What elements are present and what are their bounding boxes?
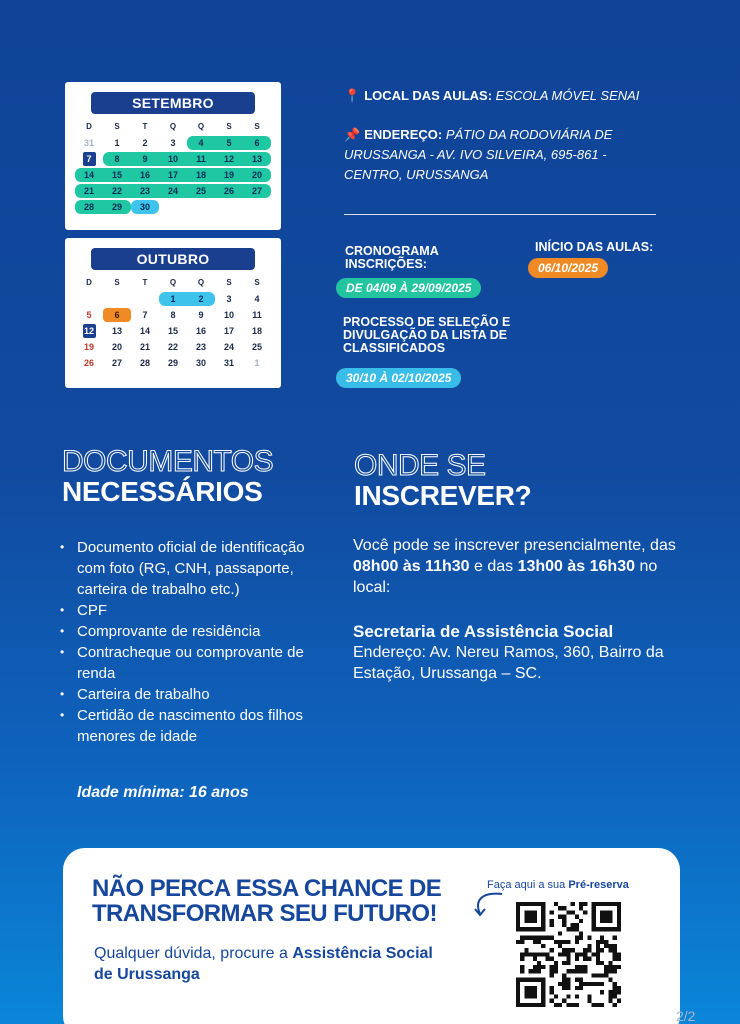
address-value: PÁTIO DA RODOVIÁRIA DE URUSSANGA - AV. IVO SILVEIRA, 695-861 - CENTRO, URUSSANGA [344,127,613,182]
pushpin-icon: 📌 [344,127,361,142]
document-item: • Certidão de nascimento dos filhos menores de idade [60,705,330,747]
qr-code[interactable] [516,902,621,1007]
calendar-day: 8 [170,310,176,320]
doubts-prefix: Qualquer dúvida, procure a [94,945,293,962]
minimum-age: Idade mínima: 16 anos [77,784,249,801]
calendar-day: 2 [142,138,148,148]
calendar-day: 1 [114,138,120,148]
calendar-day: 25 [251,342,262,352]
documents-heading-bold: NECESSÁRIOS [62,476,263,507]
calendar-day: 14 [139,326,150,336]
weekday-header: D [86,122,92,131]
local-line [344,86,664,106]
calendar-month-title: SETEMBRO [91,92,255,114]
registration-title: CRONOGRAMA INSCRIÇÕES: [345,244,439,271]
calendar-day: 8 [103,152,131,166]
calendar-day: 12 [83,326,94,336]
cta-heading: NÃO PERCA ESSA CHANCE DE TRANSFORMAR SEU FUTURO! [92,875,442,927]
calendar-day [243,200,271,214]
documents-list [60,537,330,747]
calendar-day [75,292,103,306]
calendar-day [131,292,159,306]
document-item: • Comprovante de residência [60,621,330,642]
calendar-day: 9 [198,310,204,320]
calendar-day: 18 [187,168,215,182]
doubts-contact: Assistência Social de Urussanga [94,945,433,983]
calendar-day: 13 [243,152,271,166]
calendar-day: 17 [223,326,234,336]
calendar-september [65,82,281,230]
weekday-header: S [226,278,232,287]
where-text: Você pode se inscrever presencialmente, das [353,537,676,554]
calendar-day: 23 [195,342,206,352]
calendar-month-title: OUTUBRO [91,248,255,270]
calendar-day: 10 [223,310,234,320]
calendar-day: 17 [159,168,187,182]
calendar-day: 10 [159,152,187,166]
weekday-header: S [114,278,120,287]
afternoon-hours: 13h00 às 16h30 [517,558,635,575]
calendar-day [187,200,215,214]
calendar-day: 24 [223,342,234,352]
calendar-day [159,200,187,214]
calendar-day: 26 [215,184,243,198]
calendar-day: 22 [103,184,131,198]
where-heading-thin: ONDE SE [354,449,486,482]
calendar-day: 30 [195,358,206,368]
divider [344,214,656,215]
calendar-day: 20 [111,342,122,352]
calendar-day [103,292,131,306]
place-name: Secretaria de Assistência Social [353,622,614,641]
calendar-day: 15 [167,326,178,336]
calendar-day: 11 [252,310,262,320]
calendar-day: 21 [139,342,150,352]
document-item: • CPF [60,600,330,621]
calendar-day: 7 [75,152,103,166]
calendar-day: 28 [75,200,103,214]
calendar-day: 5 [215,136,243,150]
calendar-day: 28 [139,358,150,368]
calendar-day: 24 [159,184,187,198]
where-text: e das [469,558,518,575]
weekday-header: Q [169,278,177,287]
calendar-day: 30 [131,200,159,214]
calendar-day: 21 [75,184,103,198]
prereserva-label: Pré-reserva [568,879,629,891]
calendar-day: 6 [103,308,131,322]
doubts-text [94,943,454,985]
weekday-header: T [142,122,148,131]
weekday-header: Q [197,122,205,131]
calendar-day: 22 [167,342,178,352]
weekday-header: Q [197,278,205,287]
start-title: INÍCIO DAS AULAS: [535,240,654,254]
start-date-badge: 06/10/2025 [528,258,608,278]
calendar-day: 29 [103,200,131,214]
calendar-day: 3 [226,294,232,304]
calendar-day: 4 [254,294,260,304]
calendar-day: 3 [170,138,176,148]
documents-heading-thin: DOCUMENTOS [62,445,274,478]
where-heading-bold: INSCREVER? [354,480,532,511]
registration-dates-badge: DE 04/09 À 29/09/2025 [336,278,481,298]
calendar-day: 11 [187,152,215,166]
morning-hours: 08h00 às 11h30 [353,558,470,575]
where-place [353,621,693,684]
calendar-grid [75,276,271,370]
selection-title: PROCESSO DE SELEÇÃO E DIVULGAÇÃO DA LISTA DE CLASSIFICADOS [343,315,511,355]
weekday-header: S [226,122,232,131]
calendar-day: 19 [215,168,243,182]
calendar-day: 29 [167,358,178,368]
local-label: LOCAL DAS AULAS: [364,88,493,103]
weekday-header: S [254,122,260,131]
calendar-day: 23 [131,184,159,198]
where-description [353,535,693,598]
calendar-day: 14 [75,168,103,182]
calendar-day: 12 [215,152,243,166]
calendar-day: 18 [251,326,262,336]
prereserva-prefix: Faça aqui a sua [487,879,569,891]
calendar-day: 27 [243,184,271,198]
where-text: no local: [353,558,658,596]
calendar-day: 26 [83,358,94,368]
address-line [344,125,664,185]
calendar-day: 25 [187,184,215,198]
calendar-day: 2 [187,292,215,306]
document-item: • Carteira de trabalho [60,684,330,705]
page-number: 2/2 [676,1008,696,1024]
selection-dates-badge: 30/10 À 02/10/2025 [336,368,461,388]
calendar-day: 5 [86,310,92,320]
calendar-day: 9 [131,152,159,166]
address-label: ENDEREÇO: [364,127,443,142]
calendar-day: 1 [159,292,187,306]
calendar-day: 16 [195,326,206,336]
weekday-header: S [114,122,120,131]
calendar-day [215,200,243,214]
weekday-header: S [254,278,260,287]
weekday-header: T [142,278,148,287]
calendar-day: 27 [111,358,122,368]
calendar-day: 7 [142,310,148,320]
calendar-october [65,238,281,388]
prereserva-caption [487,879,629,891]
document-item: • Contracheque ou comprovante de renda [60,642,330,684]
document-item: • Documento oficial de identificação com foto (RG, CNH, passaporte, carteira de trabalho etc.) [60,537,330,600]
class-location-info [344,86,664,185]
pin-icon: 📍 [344,88,361,103]
weekday-header: D [86,278,92,287]
calendar-day: 19 [83,342,94,352]
calendar-day: 31 [83,138,94,148]
calendar-day: 13 [111,326,122,336]
calendar-day: 20 [243,168,271,182]
calendar-day: 16 [131,168,159,182]
calendar-grid [75,120,271,214]
local-value: ESCOLA MÓVEL SENAI [492,88,640,103]
calendar-day: 6 [243,136,271,150]
calendar-day: 15 [103,168,131,182]
curved-arrow-icon [472,890,506,920]
calendar-day: 31 [223,358,234,368]
calendar-day: 4 [187,136,215,150]
weekday-header: Q [169,122,177,131]
calendar-day: 1 [254,358,260,368]
place-address: Endereço: Av. Nereu Ramos, 360, Bairro da Estação, Urussanga – SC. [353,644,664,682]
